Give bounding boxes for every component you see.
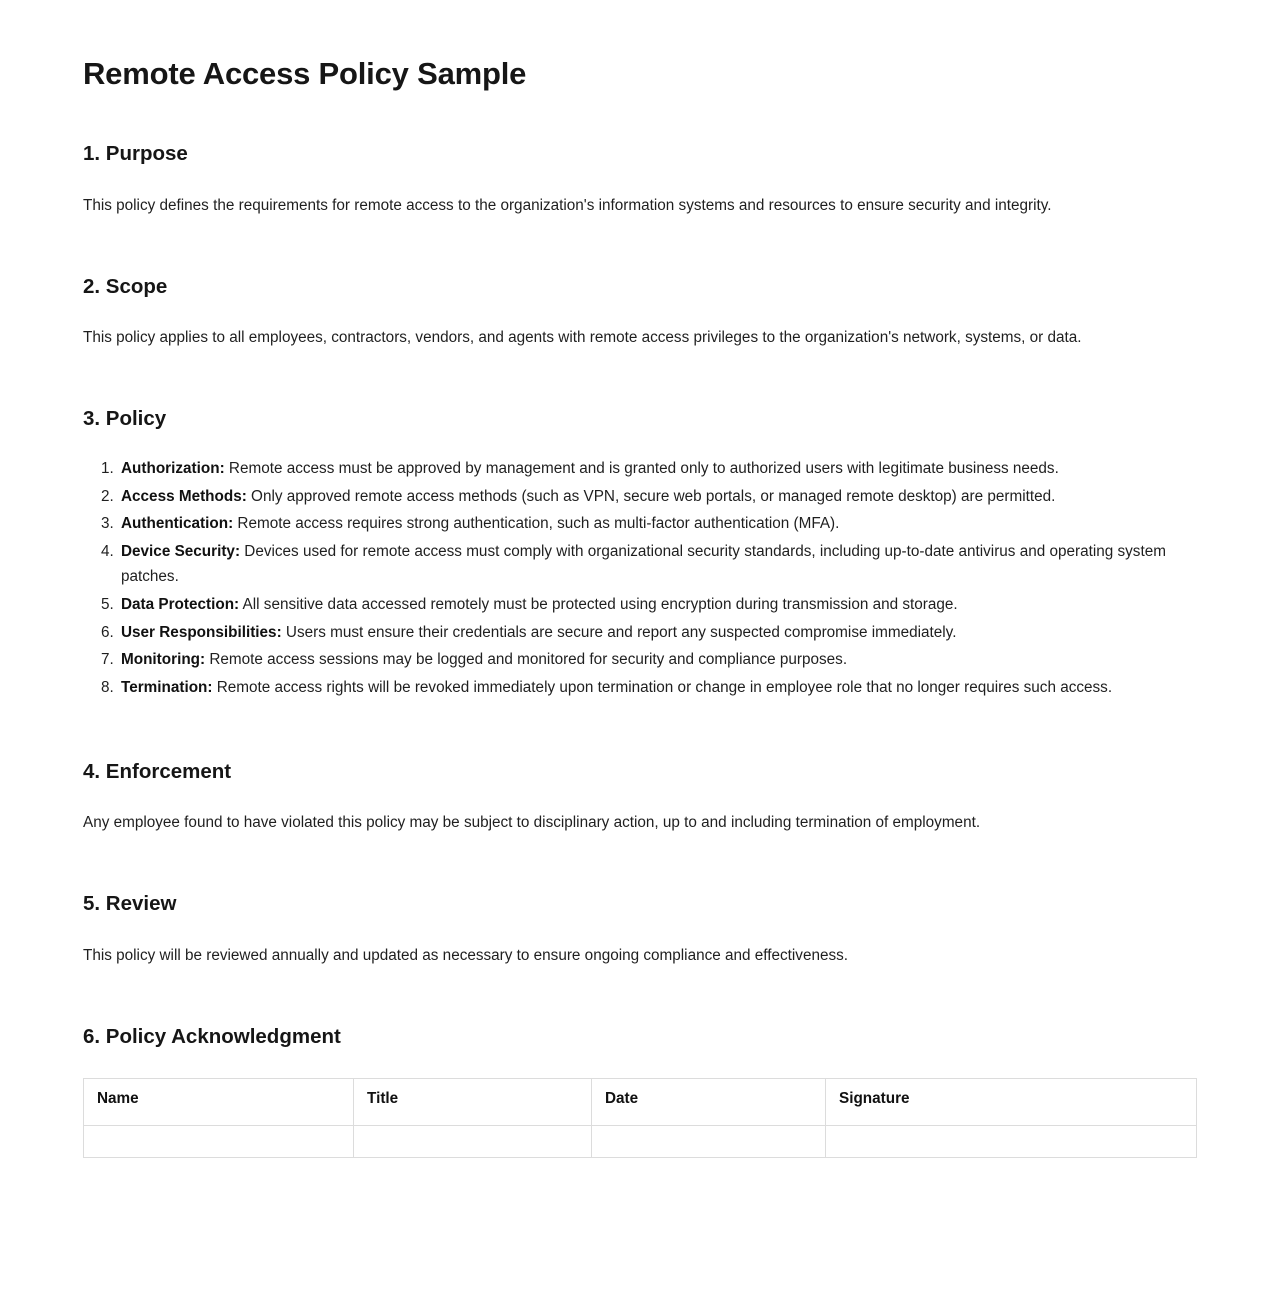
list-item-text: Remote access must be approved by management and is granted only to authorized users with legitimate business needs. [224,459,1059,477]
paragraph-enforcement: Any employee found to have violated this policy may be subject to disciplinary action, up to and including termination of employment. [83,814,981,832]
table-cell-title [354,1125,592,1157]
table-header-date: Date [592,1078,826,1125]
list-item-label: Data Protection: [121,595,240,613]
list-item-text: Remote access sessions may be logged and monitored for security and compliance purposes. [205,651,848,669]
list-item [118,621,1196,646]
list-item-label: Monitoring: [121,651,206,669]
table-header-title: Title [354,1078,592,1125]
list-item-label: User Responsibilities: [121,623,282,641]
list-item-text: All sensitive data accessed remotely must be protected using encryption during transmission and storage. [239,595,958,613]
paragraph-scope: This policy applies to all employees, contractors, vendors, and agents with remote access privileges to the organization's network, systems, or data. [83,329,1082,347]
list-item-text: Only approved remote access methods (such as VPN, secure web portals, or managed remote desktop) are permitted. [246,487,1056,505]
acknowledgment-table [83,1078,1197,1158]
section-heading-review: 5. Review [83,892,177,916]
section-heading-policy: 3. Policy [83,407,167,431]
list-item-text: Devices used for remote access must comply with organizational security standards, including up-to-date antivirus and operating system patches. [121,543,1166,585]
list-item-text: Remote access rights will be revoked immediately upon termination or change in employee role that no longer requires such access. [212,679,1113,697]
section-heading-purpose: 1. Purpose [83,142,188,166]
list-item [118,485,1196,510]
paragraph-purpose: This policy defines the requirements for remote access to the organization's information systems and resources to ensure security and integrity. [83,196,1052,214]
table-header-name: Name [84,1078,354,1125]
table-header-row [84,1078,1197,1125]
list-item [118,540,1196,590]
section-heading-scope: 2. Scope [83,274,168,298]
page-title: Remote Access Policy Sample [83,56,527,91]
list-item-text: Remote access requires strong authentication, such as multi-factor authentication (MFA). [233,515,840,533]
table-header-signature: Signature [826,1078,1197,1125]
list-item-label: Termination: [121,679,213,697]
list-item [118,457,1196,482]
table-cell-name [84,1125,354,1157]
list-item-text: Users must ensure their credentials are secure and report any suspected compromise immediately. [281,623,957,641]
list-item [118,676,1196,701]
policy-list [83,457,1196,701]
table-cell-signature [826,1125,1197,1157]
paragraph-review: This policy will be reviewed annually and updated as necessary to ensure ongoing compliance and effectiveness. [83,947,849,965]
list-item [118,512,1196,537]
list-item-label: Device Security: [121,543,241,561]
section-heading-enforcement: 4. Enforcement [83,759,232,783]
list-item-label: Authorization: [121,459,225,477]
table-row [84,1125,1197,1157]
list-item [118,593,1196,618]
table-cell-date [592,1125,826,1157]
list-item-label: Access Methods: [121,487,247,505]
list-item [118,648,1196,673]
section-heading-acknowledgment: 6. Policy Acknowledgment [83,1024,341,1048]
list-item-label: Authentication: [121,515,234,533]
